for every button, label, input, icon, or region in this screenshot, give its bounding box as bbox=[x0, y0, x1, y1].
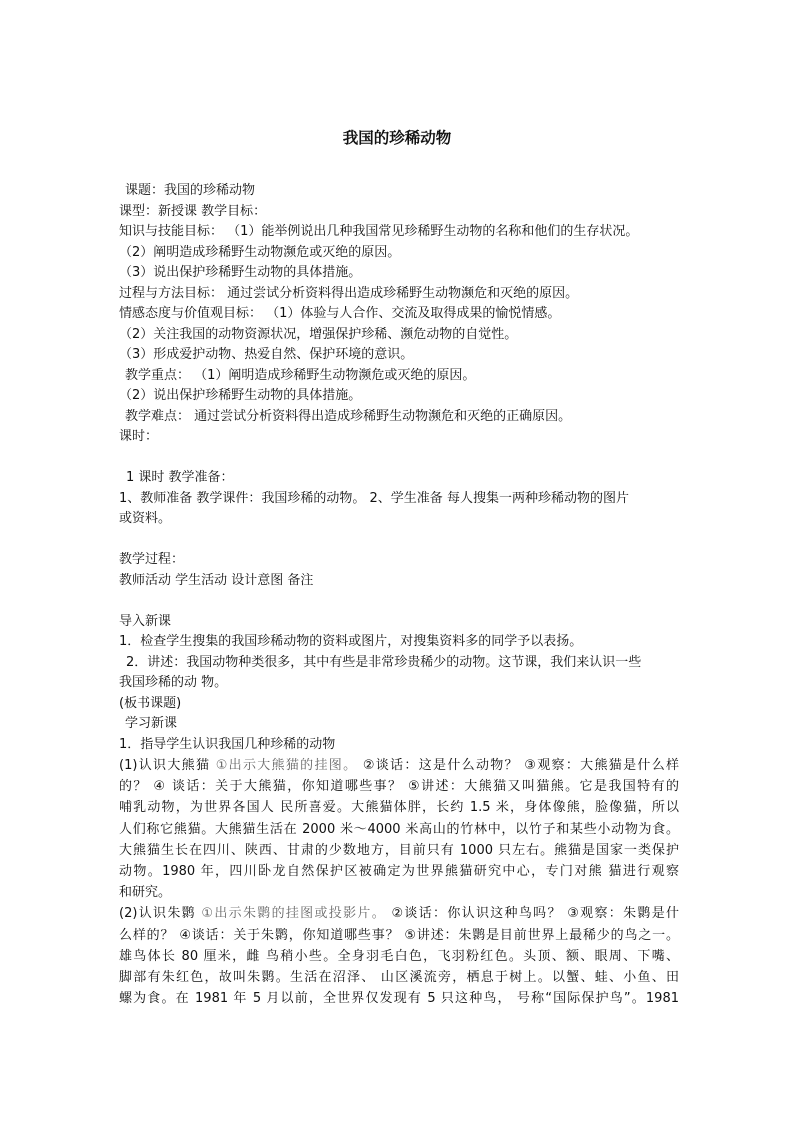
text-line: 人们称它熊猫。大熊猫生活在 2000 米～4000 米高山的竹林中，以竹子和某些小动物为食。 bbox=[119, 821, 679, 837]
text-line: （2）关注我国的动物资源状况，增强保护珍稀、濒危动物的自觉性。 bbox=[119, 326, 518, 342]
page-title: 我国的珍稀动物 bbox=[342, 128, 452, 147]
text-line: 动物。1980 年，四川卧龙自然保护区被确定为世界熊猫研究中心，专门对熊 猫进行观察 bbox=[119, 863, 679, 879]
text-segment: (2)认识朱鹮 bbox=[119, 906, 202, 922]
text-line: 螺为食。在 1981 年 5 月以前，全世界仅发现有 5 只这种鸟， 号称“国际保护鸟”。1981 bbox=[119, 991, 679, 1007]
text-line: 课时： bbox=[119, 429, 159, 444]
text-line: 教学难点： 通过尝试分析资料得出造成珍稀野生动物濒危和灭绝的正确原因。 bbox=[125, 408, 572, 424]
text-line: 导入新课 bbox=[119, 613, 172, 629]
text-segment: ①出示大熊猫的挂图。 bbox=[215, 758, 358, 773]
text-line: 或资料。 bbox=[119, 511, 172, 526]
text-line: 知识与技能目标： （1）能举例说出几种我国常见珍稀野生动物的名称和他们的生存状况。 bbox=[119, 224, 639, 239]
text-line: 和研究。 bbox=[119, 885, 172, 901]
blank-line bbox=[119, 530, 679, 551]
text-line: 过程与方法目标： 通过尝试分析资料得出造成珍稀野生动物濒危和灭绝的原因。 bbox=[119, 285, 579, 301]
text-line: 情感态度与价值观目标： （1）体验与人合作、交流及取得成果的愉悦情感。 bbox=[119, 306, 561, 321]
blank-line bbox=[119, 591, 679, 612]
text-line: 我国珍稀的动 物。 bbox=[119, 675, 228, 690]
text-line: 脚部有朱红色，故叫朱鹮。生活在沼泽、 山区溪流旁，栖息于树上。以蟹、蛙、小鱼、田 bbox=[119, 969, 679, 985]
ibis-paragraph bbox=[119, 903, 679, 1009]
text-line: 教学重点： （1）阐明造成珍稀野生动物濒危或灭绝的原因。 bbox=[125, 367, 476, 383]
text-line: 课题：我国的珍稀动物 bbox=[125, 183, 256, 198]
text-line: (板书课题) bbox=[119, 695, 182, 711]
text-line: 1．检查学生搜集的我国珍稀动物的资料或图片，对搜集资料多的同学予以表扬。 bbox=[119, 634, 583, 649]
text-line: （3）说出保护珍稀野生动物的具体措施。 bbox=[119, 265, 362, 280]
text-line bbox=[119, 755, 679, 776]
text-line: 教师活动 学生活动 设计意图 备注 bbox=[119, 572, 314, 588]
text-line: 1．指导学生认识我国几种珍稀的动物 bbox=[119, 736, 336, 752]
text-line: 大熊猫生长在四川、陕西、甘肃的少数地方，目前只有 1000 只左右。熊猫是国家一类保护 bbox=[119, 842, 679, 858]
text-line: 2．讲述：我国动物种类很多，其中有些是非常珍贵稀少的动物。这节课，我们来认识一些 bbox=[126, 654, 642, 670]
text-line: 1、教师准备 教学课件：我国珍稀的动物。 2、学生准备 每人搜集一两种珍稀动物的图片 bbox=[119, 490, 629, 506]
text-line: 学习新课 bbox=[125, 716, 178, 731]
text-segment: (1)认识大熊猫 bbox=[119, 758, 216, 773]
text-line bbox=[119, 903, 679, 924]
text-line: 雄鸟体长 80 厘米，雌 鸟稍小些。全身羽毛白色，飞羽粉红色。头顶、额、眼周、下嘴、 bbox=[119, 948, 679, 964]
document-body bbox=[119, 181, 679, 1009]
text-segment: ②谈话：这是什么动物？ ③观察：大熊猫是什么样 bbox=[357, 758, 679, 773]
blank-line bbox=[119, 448, 679, 469]
text-line: （2）说出保护珍稀野生动物的具体措施。 bbox=[119, 388, 362, 403]
panda-paragraph bbox=[119, 755, 679, 903]
text-line: 课型：新授课 教学目标： bbox=[119, 203, 267, 219]
text-line: （3）形成爱护动物、热爱自然、保护环境的意识。 bbox=[119, 347, 414, 362]
text-line: 么样的？ ④谈话：关于朱鹮，你知道哪些事？ ⑤讲述：朱鹮是目前世界上最稀少的鸟之一。 bbox=[119, 927, 679, 943]
text-line: 教学过程： bbox=[119, 552, 185, 567]
text-line: 的？ ④ 谈话：关于大熊猫，你知道哪些事？ ⑤讲述：大熊猫又叫猫熊。它是我国特有的 bbox=[119, 779, 679, 795]
text-segment: ①出示朱鹮的挂图或投影片。 bbox=[201, 906, 387, 922]
text-segment: ②谈话：你认识这种鸟吗？ ③观察：朱鹮是什 bbox=[386, 906, 679, 922]
text-line: 1 课时 教学准备： bbox=[126, 470, 234, 485]
text-line: （2）阐明造成珍稀野生动物濒危或灭绝的原因。 bbox=[119, 244, 401, 260]
text-line: 哺乳动物，为世界各国人 民所喜爱。大熊猫体胖，长约 1.5 米，身体像熊，脸像猫，所以 bbox=[119, 800, 679, 816]
